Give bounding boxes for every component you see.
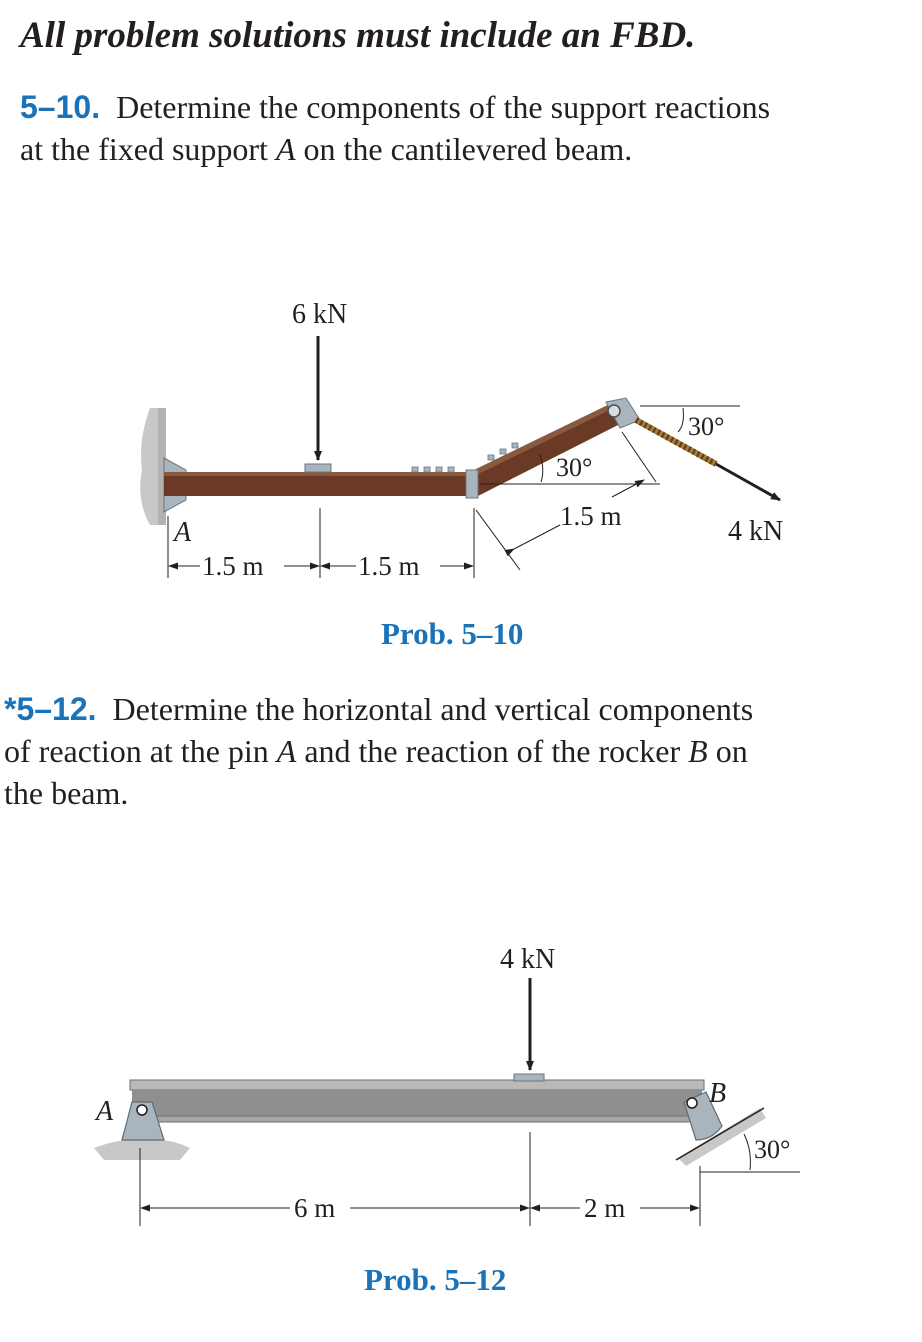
label-a: A: [96, 1096, 114, 1127]
problem-5-12-statement: [4, 688, 753, 814]
ext-line: [476, 510, 520, 570]
force-4kn-label: 4 kN: [728, 516, 784, 547]
problem-5-12-line-2: [4, 730, 753, 772]
angle-label: 30°: [754, 1135, 791, 1164]
problem-5-10-line-1: [20, 86, 770, 128]
beam-bottom-flange: [130, 1116, 704, 1122]
pin-icon: [608, 405, 620, 417]
problem-number: *5–12.: [4, 691, 97, 727]
force-6kn-label: 6 kN: [292, 299, 348, 330]
dim-line: [514, 525, 560, 549]
angle-arc-cable: [678, 408, 683, 432]
angle-arc: [744, 1134, 750, 1170]
beam-inclined: [470, 404, 620, 496]
problem-number: 5–10.: [20, 89, 101, 125]
dim-line: [612, 480, 644, 497]
label-b: B: [709, 1078, 727, 1109]
beam-web: [132, 1090, 702, 1118]
statement-text: and the reaction of the rocker: [296, 733, 689, 769]
angle-beam-label: 30°: [556, 453, 593, 482]
label-a: A: [174, 517, 192, 548]
joint-plate: [466, 470, 478, 498]
load-pad: [514, 1074, 544, 1081]
statement-text: Determine the horizontal and vertical components: [112, 691, 754, 727]
force-4kn-label: 4 kN: [500, 944, 556, 975]
dim-6m-label: 6 m: [294, 1193, 336, 1223]
statement-text: on the cantilevered beam.: [295, 131, 633, 167]
problem-5-12-line-1: [4, 688, 753, 730]
dim-2-label: 1.5 m: [358, 551, 420, 581]
problem-5-12-line-3: the beam.: [4, 775, 129, 811]
load-pad: [305, 464, 331, 472]
instruction-heading: All problem solutions must include an FBD.: [20, 15, 696, 56]
beam-top-flange: [130, 1080, 704, 1090]
dim-2m-label: 2 m: [584, 1193, 626, 1223]
variable-a: A: [275, 131, 296, 167]
caption-prob-5-10: Prob. 5–10: [381, 616, 524, 651]
figure-5-12: [0, 930, 922, 1240]
ground-a: [94, 1140, 190, 1160]
pin-icon: [137, 1105, 147, 1115]
ext-line: [622, 432, 656, 482]
pin-icon: [687, 1098, 697, 1108]
angle-cable-label: 30°: [688, 412, 725, 441]
problem-5-10-statement: [20, 86, 770, 170]
problem-5-10-line-2: [20, 128, 770, 170]
figure-5-10: [0, 280, 922, 610]
variable-a: A: [276, 733, 297, 769]
statement-text: on: [707, 733, 748, 769]
beam-flange: [164, 472, 474, 476]
force-4kn-arrow: [716, 464, 780, 500]
dim-1-label: 1.5 m: [202, 551, 264, 581]
statement-text: Determine the components of the support reactions: [116, 89, 771, 125]
caption-prob-5-12: Prob. 5–12: [364, 1262, 507, 1297]
statement-text: at the fixed support: [20, 131, 276, 167]
variable-b: B: [688, 733, 708, 769]
dim-inclined-label: 1.5 m: [560, 501, 622, 531]
statement-text: of reaction at the pin: [4, 733, 277, 769]
